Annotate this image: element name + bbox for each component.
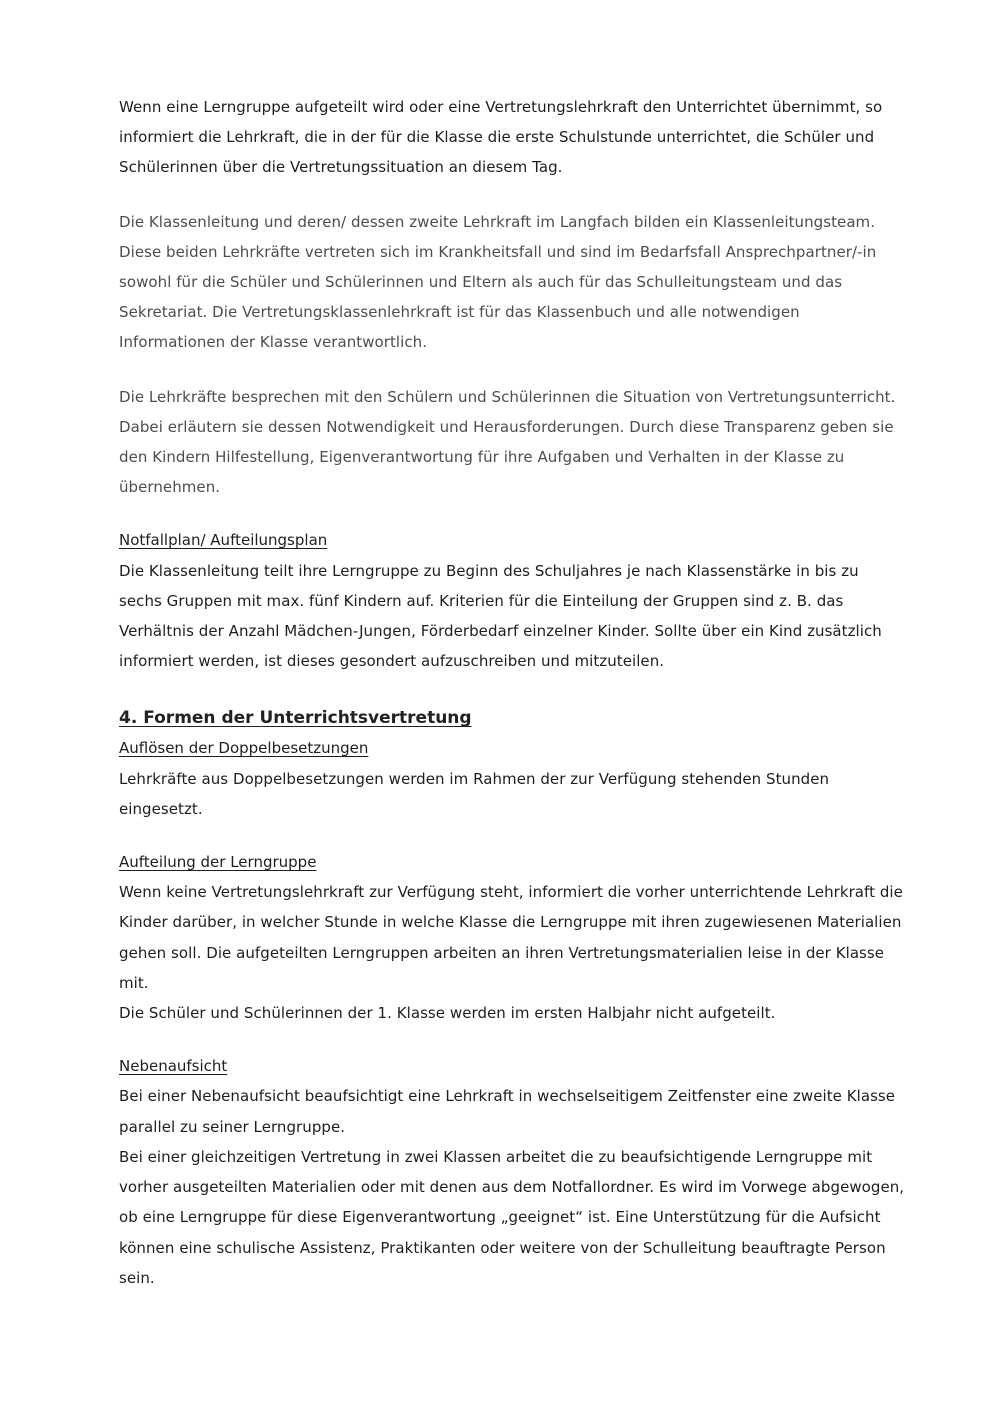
section-heading-formen: 4. Formen der Unterrichtsvertretung: [119, 708, 472, 729]
paragraph-vertretungsinformation: Wenn eine Lerngruppe aufgeteilt wird oder eine Vertretungslehrkraft den Unterrichtet übernimmt, so informiert die Lehrkraft, die in der für die Klasse die erste Schulstunde unterrichtet, die Schüler und Schülerinnen über die Vertretungssituation an diesem Tag.: [119, 98, 883, 177]
paragraph-doppelbesetzungen: Lehrkräfte aus Doppelbesetzungen werden im Rahmen der zur Verfügung stehenden Stunden eingesetzt.: [119, 769, 830, 818]
paragraph-aufteilung: Wenn keine Vertretungslehrkraft zur Verfügung steht, informiert die vorher unterrichtende Lehrkraft die Kinder darüber, in welcher Stunde in welche Klasse die Lerngruppe mit ihren zugewiesenen Materialien gehen soll. Die aufgeteilten Lerngruppen arbeiten an ihren Vertretungsmaterialien leise in der Klasse mit. Die Schüler und Schülerinnen der 1. Klasse werden im ersten Halbjahr nicht aufgeteilt.: [119, 883, 903, 1023]
paragraph-transparenz: Die Lehrkräfte besprechen mit den Schülern und Schülerinnen die Situation von Vertretungsunterricht. Dabei erläutern sie dessen Notwendigkeit und Herausforderungen. Durch diese Transparenz geben sie den Kindern Hilfestellung, Eigenverantwortung für ihre Aufgaben und Verhalten in der Klasse zu übernehmen.: [119, 387, 896, 497]
subheading-doppelbesetzungen: Auflösen der Doppelbesetzungen: [119, 739, 369, 758]
subheading-aufteilung: Aufteilung der Lerngruppe: [119, 853, 317, 872]
paragraph-nebenaufsicht: Bei einer Nebenaufsicht beaufsichtigt eine Lehrkraft in wechselseitigem Zeitfenster eine zweite Klasse parallel zu seiner Lerngruppe. Bei einer gleichzeitigen Vertretung in zwei Klassen arbeitet die zu beaufsichtigende Lerngruppe mit vorher ausgeteilten Materialien oder mit denen aus dem Notfallordner. Es wird im Vorwege abgewogen, ob eine Lerngruppe für diese Eigenverantwortung „geeignet“ ist. Eine Unterstützung für die Aufsicht können eine schulische Assistenz, Praktikanten oder weitere von der Schulleitung beauftragte Person sein.: [119, 1087, 905, 1287]
paragraph-klassenleitungsteam: Die Klassenleitung und deren/ dessen zweite Lehrkraft im Langfach bilden ein Klassenleitungsteam. Diese beiden Lehrkräfte vertreten sich im Krankheitsfall und sind im Bedarfsfall Ansprechpartner/-in sowohl für die Schüler und Schülerinnen und Eltern als auch für das Schulleitungsteam und das Sekretariat. Die Vertretungsklassenlehrkraft ist für das Klassenbuch und alle notwendigen Informationen der Klasse verantwortlich.: [119, 212, 877, 352]
document-page: [119, 92, 909, 1293]
subheading-nebenaufsicht: Nebenaufsicht: [119, 1057, 228, 1076]
paragraph-notfallplan: Die Klassenleitung teilt ihre Lerngruppe zu Beginn des Schuljahres je nach Klassenstärke in bis zu sechs Gruppen mit max. fünf Kindern auf. Kriterien für die Einteilung der Gruppen sind z. B. das Verhältnis der Anzahl Mädchen-Jungen, Förderbedarf einzelner Kinder. Sollte über ein Kind zusätzlich informiert werden, ist dieses gesondert aufzuschreiben und mitzuteilen.: [119, 561, 882, 671]
subheading-notfallplan: Notfallplan/ Aufteilungsplan: [119, 531, 328, 550]
